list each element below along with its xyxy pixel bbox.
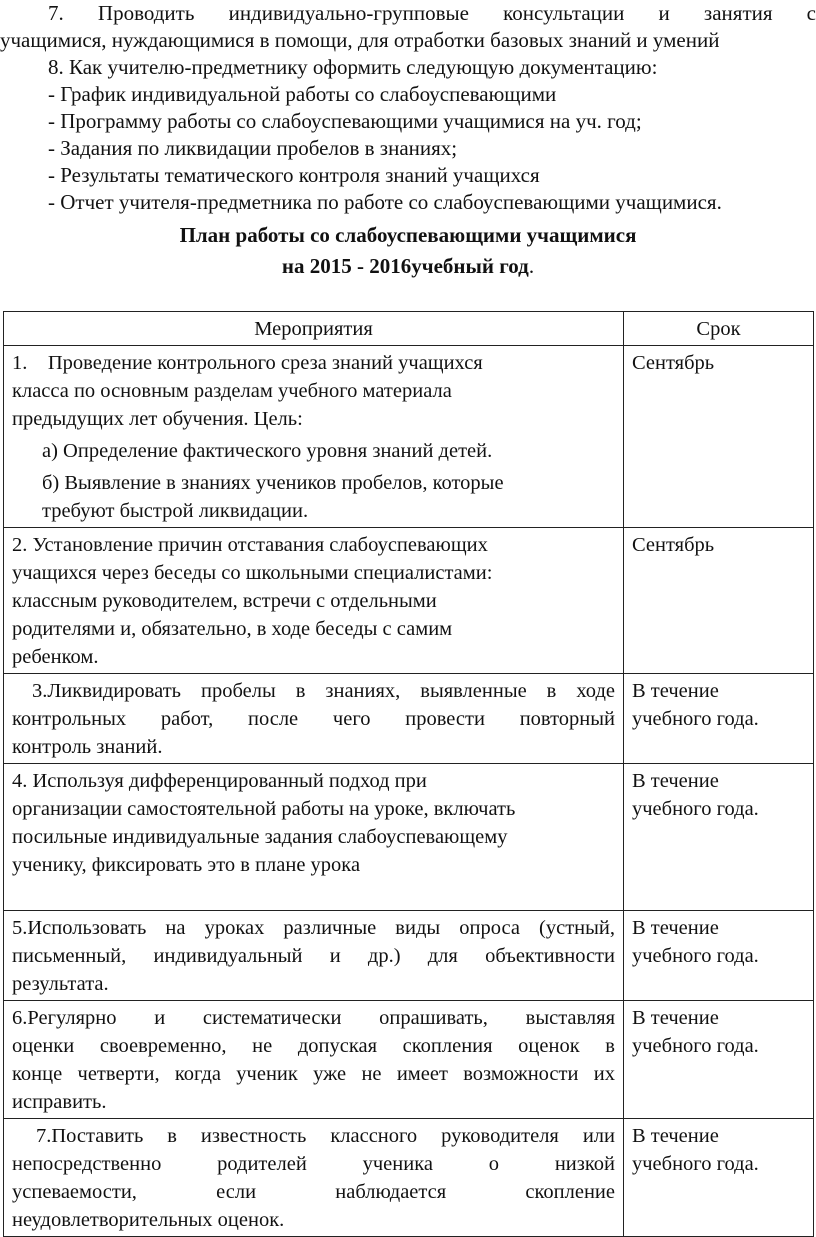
plan-title-dot: . xyxy=(528,254,535,278)
activity-3-line-3: контроль знаний. xyxy=(12,736,163,758)
term-cell-1 xyxy=(624,346,814,528)
plan-title-year: на 2015 - 2016учебный год xyxy=(281,254,529,278)
term-1: Сентябрь xyxy=(632,352,715,374)
table-row xyxy=(4,1119,814,1237)
activity-1-goal-a: а) Определение фактического уровня знаний детей. xyxy=(42,440,493,462)
term-cell-4 xyxy=(624,764,814,911)
term-cell-7 xyxy=(624,1119,814,1237)
term-cell-6 xyxy=(624,1001,814,1119)
doc-item-5: - Отчет учителя-предметника по работе со слабоуспевающими учащимися. xyxy=(48,190,722,214)
activity-4-line-3: посильные индивидуальные задания слабоуспевающему xyxy=(12,826,508,848)
activity-6-line-1: 6.Регулярно и систематически опрашивать, выставляя xyxy=(12,1007,615,1029)
intro-text xyxy=(0,0,816,216)
term-3-line-1: В течение xyxy=(632,680,719,702)
activity-7-line-2: непосредственно родителей ученика о низкой xyxy=(12,1153,615,1175)
activity-cell-1 xyxy=(4,346,624,528)
activity-5-line-3: результата. xyxy=(12,973,109,995)
term-7-line-1: В течение xyxy=(632,1125,719,1147)
item8: 8. Как учителю-предметнику оформить следующую документацию: xyxy=(48,55,658,79)
activity-1-line-2: класса по основным разделам учебного материала xyxy=(12,380,452,402)
activity-2-line-1: 2. Установление причин отставания слабоуспевающих xyxy=(12,534,488,556)
term-4-line-1: В течение xyxy=(632,770,719,792)
activity-cell-4 xyxy=(4,764,624,911)
term-3-line-2: учебного года. xyxy=(632,708,759,730)
item7-line2: учащимися, нуждающимися в помощи, для отработки базовых знаний и умений xyxy=(0,28,720,52)
term-7-line-2: учебного года. xyxy=(632,1153,759,1175)
activity-1-goal-b2: требуют быстрой ликвидации. xyxy=(42,500,309,522)
term-cell-3 xyxy=(624,674,814,764)
table-row xyxy=(4,674,814,764)
doc-item-1: - График индивидуальной работы со слабоуспевающими xyxy=(48,82,557,106)
activity-cell-5 xyxy=(4,911,624,1001)
activity-6-line-4: исправить. xyxy=(12,1091,107,1113)
table-row xyxy=(4,346,814,528)
activity-3-line-1: 3.Ликвидировать пробелы в знаниях, выявленные в ходе xyxy=(12,680,615,702)
activity-1-goal-b1: б) Выявление в знаниях учеников пробелов, которые xyxy=(42,472,504,494)
term-4-line-2: учебного года. xyxy=(632,798,759,820)
activity-7-line-3: успеваемости, если наблюдается скопление xyxy=(12,1181,615,1203)
term-5-line-1: В течение xyxy=(632,917,719,939)
activity-6-line-2: оценки своевременно, не допуская скопления оценок в xyxy=(12,1035,615,1057)
activity-cell-2 xyxy=(4,528,624,674)
term-6-line-2: учебного года. xyxy=(632,1035,759,1057)
term-6-line-1: В течение xyxy=(632,1007,719,1029)
header-activities: Мероприятия xyxy=(4,312,624,346)
term-5-line-2: учебного года. xyxy=(632,945,759,967)
activity-3-line-2: контрольных работ, после чего провести повторный xyxy=(12,708,615,730)
table-row xyxy=(4,911,814,1001)
doc-item-2: - Программу работы со слабоуспевающими учащимися на уч. год; xyxy=(48,109,642,133)
item7-line1: 7. Проводить индивидуально-групповые консультации и занятия с xyxy=(48,1,816,25)
term-cell-5 xyxy=(624,911,814,1001)
activity-5-line-1: 5.Использовать на уроках различные виды опроса (устный, xyxy=(12,917,615,939)
activity-cell-3 xyxy=(4,674,624,764)
activity-7-line-4: неудовлетворительных оценок. xyxy=(12,1209,285,1231)
activity-6-line-3: конце четверти, когда ученик уже не имеет возможности их xyxy=(12,1063,615,1085)
table-row xyxy=(4,764,814,911)
activity-2-line-4: родителями и, обязательно, в ходе беседы с самим xyxy=(12,618,453,640)
term-2: Сентябрь xyxy=(632,534,715,556)
activity-1-line-1: 1. Проведение контрольного среза знаний учащихся xyxy=(12,352,483,374)
activity-4-line-2: организации самостоятельной работы на уроке, включать xyxy=(12,798,516,820)
activity-cell-7 xyxy=(4,1119,624,1237)
activity-2-line-3: классным руководителем, встречи с отдельными xyxy=(12,590,437,612)
activity-7-line-1: 7.Поставить в известность классного руководителя или xyxy=(12,1125,615,1147)
activity-2-line-2: учащихся через беседы со школьными специалистами: xyxy=(12,562,493,584)
doc-item-4: - Результаты тематического контроля знаний учащихся xyxy=(48,163,540,187)
table-row xyxy=(4,1001,814,1119)
header-term: Срок xyxy=(624,312,814,346)
plan-title-line2 xyxy=(0,253,816,280)
table-row xyxy=(4,528,814,674)
activity-cell-6 xyxy=(4,1001,624,1119)
activity-4-line-1: 4. Используя дифференцированный подход при xyxy=(12,770,427,792)
activity-5-line-2: письменный, индивидуальный и др.) для объективности xyxy=(12,945,615,967)
doc-item-3: - Задания по ликвидации пробелов в знаниях; xyxy=(48,136,458,160)
activity-4-line-4: ученику, фиксировать это в плане урока xyxy=(12,854,361,876)
activity-1-line-3: предыдущих лет обучения. Цель: xyxy=(12,408,303,430)
plan-table xyxy=(3,311,814,1237)
table-header-row xyxy=(4,312,814,346)
activity-2-line-5: ребенком. xyxy=(12,646,99,668)
plan-title-line1: План работы со слабоуспевающими учащимися xyxy=(179,223,637,247)
term-cell-2 xyxy=(624,528,814,674)
